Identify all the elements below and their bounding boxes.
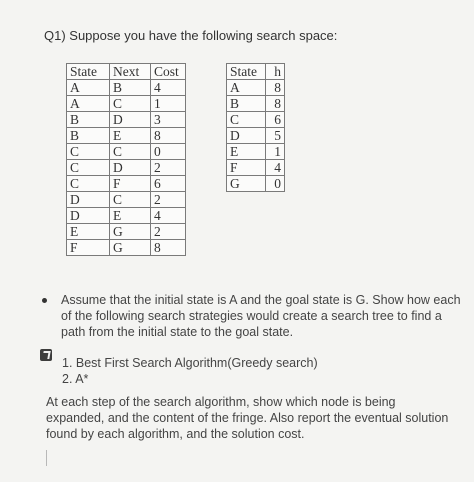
table-row: [67, 240, 186, 256]
table-cell: B: [227, 96, 266, 112]
table-cell: C: [67, 144, 110, 160]
table-cell: 1: [151, 96, 186, 112]
table-header-row: [67, 64, 186, 80]
table-cell: B: [67, 128, 110, 144]
table-row: [67, 192, 186, 208]
assumption-text: Assume that the initial state is A and the goal state is G. Show how each of the following search strategies would create a search tree to find a path from the initial state to the goal state.: [61, 293, 461, 339]
table-row: [227, 176, 285, 192]
table-cell: A: [227, 80, 266, 96]
table-cell: C: [67, 160, 110, 176]
table-cell: 0: [151, 144, 186, 160]
table-cell: 8: [266, 96, 285, 112]
table-cell: F: [110, 176, 151, 192]
table-cell: 0: [266, 176, 285, 192]
table-cell: G: [227, 176, 266, 192]
table-cell: 6: [266, 112, 285, 128]
table-row: [67, 160, 186, 176]
table-cell: D: [110, 112, 151, 128]
table-cell: 2: [151, 224, 186, 240]
table-cell: E: [110, 208, 151, 224]
table-row: [227, 112, 285, 128]
table-cell: 8: [266, 80, 285, 96]
table-cell: D: [67, 192, 110, 208]
table-row: [67, 208, 186, 224]
edge-cost-table: [66, 63, 186, 256]
table-cell: C: [227, 112, 266, 128]
algorithm-list: [62, 355, 318, 387]
list-item: 1. Best First Search Algorithm(Greedy search): [62, 356, 318, 370]
column-header: State: [67, 64, 110, 80]
table-cell: 2: [151, 192, 186, 208]
list-item: 2. A*: [62, 372, 89, 386]
instructions-text: At each step of the search algorithm, show which node is being expanded, and the content of the fringe. Also report the eventual solution found by each algorithm, and the solution cost.: [46, 395, 449, 441]
table-cell: 6: [151, 176, 186, 192]
edit-icon: [40, 349, 52, 361]
bullet-dot-icon: [42, 298, 47, 303]
table-cell: E: [110, 128, 151, 144]
column-header: Cost: [151, 64, 186, 80]
table-cell: C: [110, 96, 151, 112]
table-row: [67, 112, 186, 128]
table-cell: 2: [151, 160, 186, 176]
table-cell: D: [67, 208, 110, 224]
table-row: [227, 96, 285, 112]
table-cell: 4: [151, 80, 186, 96]
table-row: [227, 128, 285, 144]
table-cell: B: [110, 80, 151, 96]
table-row: [227, 80, 285, 96]
question-title: Q1) Suppose you have the following search space:: [44, 28, 338, 43]
table-cell: A: [67, 80, 110, 96]
table-cell: A: [67, 96, 110, 112]
table-cell: 4: [266, 160, 285, 176]
assumption-bullet: [42, 292, 462, 340]
table-cell: 5: [266, 128, 285, 144]
heuristic-table: [226, 63, 285, 192]
table-row: [67, 96, 186, 112]
table-row: [227, 160, 285, 176]
table-cell: G: [110, 240, 151, 256]
table-row: [67, 176, 186, 192]
table-row: [67, 128, 186, 144]
text-cursor: [46, 450, 47, 466]
table-cell: 8: [151, 240, 186, 256]
table-cell: 4: [151, 208, 186, 224]
table-cell: D: [110, 160, 151, 176]
table-cell: C: [110, 192, 151, 208]
table-cell: 1: [266, 144, 285, 160]
table-row: [227, 144, 285, 160]
table-row: [67, 80, 186, 96]
table-cell: E: [67, 224, 110, 240]
table-cell: 3: [151, 112, 186, 128]
table-cell: C: [67, 176, 110, 192]
column-header: State: [227, 64, 266, 80]
table-cell: D: [227, 128, 266, 144]
table-cell: G: [110, 224, 151, 240]
table-row: [67, 144, 186, 160]
table-row: [67, 224, 186, 240]
column-header: Next: [110, 64, 151, 80]
table-cell: F: [67, 240, 110, 256]
column-header: h: [266, 64, 285, 80]
table-cell: C: [110, 144, 151, 160]
table-cell: E: [227, 144, 266, 160]
table-cell: F: [227, 160, 266, 176]
table-header-row: [227, 64, 285, 80]
table-cell: B: [67, 112, 110, 128]
table-cell: 8: [151, 128, 186, 144]
